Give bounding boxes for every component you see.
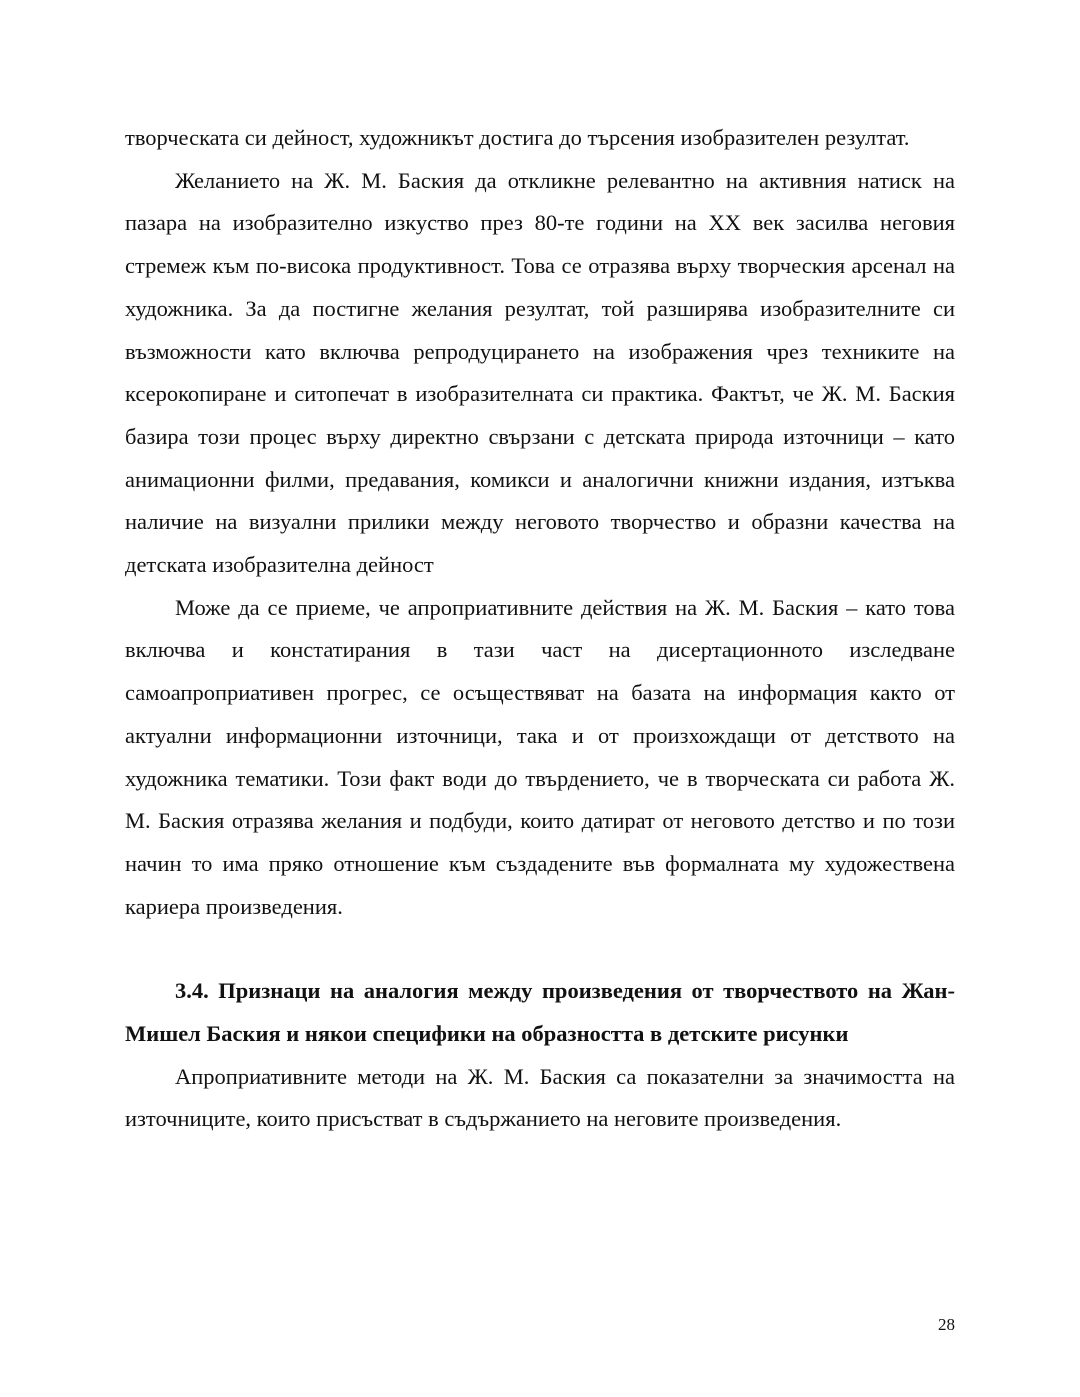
paragraph-methods: Апроприативните методи на Ж. М. Баския са показателни за значимостта на източниците, които присъстват в съдържанието на неговите произведения. [125, 1063, 955, 1132]
section-heading: 3.4. Признаци на аналогия между произведения от творчеството на Жан-Мишел Баския и някои специфики на образността в детските рисунки [125, 978, 955, 1047]
paragraph-continuation: творческата си дейност, художникът достига до търсения изобразителен резултат. [125, 125, 910, 150]
paragraph-market-pressure: Желанието на Ж. М. Баския да откликне релевантно на активния натиск на пазара на изобразително изкуство през 80-те години на XX век засилва неговия стремеж към по-висока продуктивност. Това се отразява върху творческия арсенал на художника. За да постигне желания резултат, той разширява изобразителните си възможности като включва репродуцирането на изображения чрез техниките на ксерокопиране и ситопечат в изобразителната си практика. Фактът, че Ж. М. Баския базира този процес върху директно свързани с детската природа източници – като анимационни филми, предавания, комикси и аналогични книжни издания, изтъква наличие на визуални прилики между неговото творчество и образни качества на детската изобразителна дейност [125, 167, 955, 578]
document-body [125, 117, 955, 1141]
page-number: 28 [938, 1315, 955, 1334]
paragraph-appropriation: Може да се приеме, че апроприативните действия на Ж. М. Баския – като това включва и констатирания в тази част на дисертационното изследване самоапроприативен прогрес, се осъществяват на базата на информация както от актуални информационни източници, така и от произхождащи от детството на художника тематики. Този факт води до твърдението, че в творческата си работа Ж. М. Баския отразява желания и подбуди, които датират от неговото детство и по този начин то има пряко отношение към създадените във формалната му художествена кариера произведения. [125, 594, 955, 919]
